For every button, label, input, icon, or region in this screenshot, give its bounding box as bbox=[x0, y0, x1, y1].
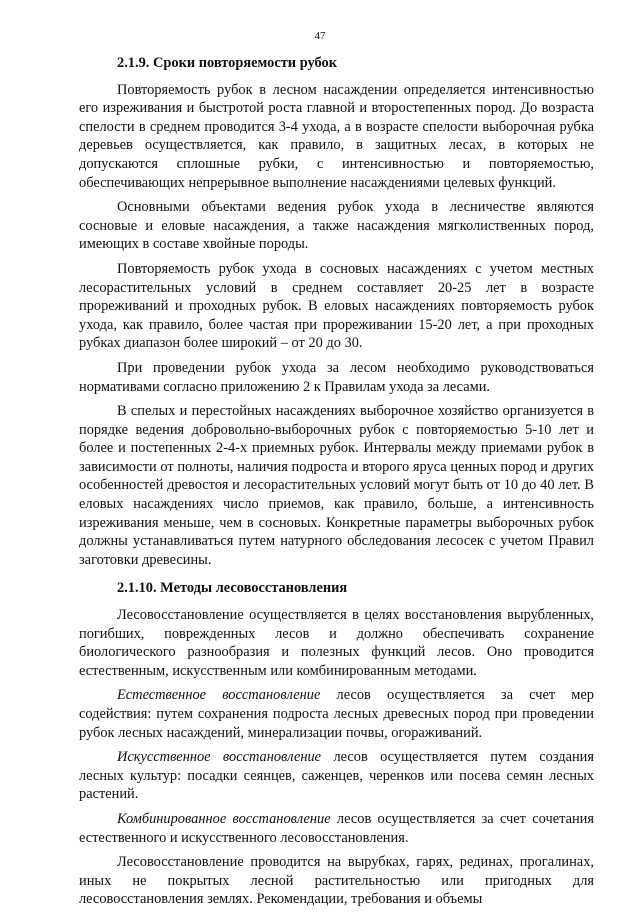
term-natural-restoration: Естественное восстановление bbox=[117, 687, 321, 704]
page-number: 47 bbox=[314, 30, 326, 42]
paragraph-artificial-restoration bbox=[79, 748, 594, 804]
paragraph-text: лесов осуществляется за счет сочетания естественного и искусственного лесовосстановления. bbox=[79, 810, 594, 846]
paragraph-combined-restoration bbox=[79, 810, 594, 847]
document-body bbox=[79, 54, 594, 915]
section-heading-reforestation-methods: 2.1.10. Методы лесовосстановления bbox=[117, 580, 348, 597]
paragraph-natural-restoration bbox=[79, 686, 594, 742]
term-combined-restoration: Комбинированное восстановление bbox=[117, 810, 331, 827]
paragraph: При проведении рубок ухода за лесом необходимо руководствоваться нормативами согласно приложению 2 к Правилам ухода за лесами. bbox=[79, 359, 594, 395]
paragraph: Основными объектами ведения рубок ухода в лесничестве являются сосновые и еловые насаждения, а также насаждения мягколиственных пород, имеющих в составе хвойные породы. bbox=[79, 199, 594, 253]
paragraph: Лесовосстановление осуществляется в целях восстановления вырубленных, погибших, поврежденных лесов и должно обеспечивать сохранение биологического разнообразия и полезных функций лесов. Оно проводится естественным, искусственным или комбинированным методами. bbox=[79, 607, 594, 679]
section-heading-repeatability: 2.1.9. Сроки повторяемости рубок bbox=[117, 55, 338, 71]
paragraph: В спелых и перестойных насаждениях выборочное хозяйство организуется в порядке ведения добровольно-выборочных рубок с повторяемостью 5-10 лет и более и постепенных 2-4-х приемных рубок. Интервалы между приемами рубок в зависимости от полноты, наличия подроста и второго яруса ценных пород и других особенностей древостоя и лесорастительных условий могут быть от 10 до 40 лет. В еловых насаждениях число приемов, как правило, больше, а интенсивность изреживания меньше, чем в сосновых. Конкретные параметры выборочных рубок должны устанавливаться путем натурного обследования лесосек с учетом Правил заготовки древесины. bbox=[79, 403, 594, 568]
paragraph-text: лесов осуществляется за счет мер содействия: путем сохранения подроста лесных древесных пород при проведении рубок лесных насаждений, минерализации почвы, огораживаний. bbox=[79, 687, 595, 741]
paragraph: Лесовосстановление проводится на вырубках, гарях, рединах, прогалинах, иных не покрытых лесной растительностью или пригодных для лесовосстановления землях. Рекомендации, требования и объемы bbox=[79, 854, 594, 908]
paragraph-text: лесов осуществляется путем создания лесных культур: посадки сеянцев, саженцев, черенков или посева семян лесных растений. bbox=[79, 749, 595, 803]
term-artificial-restoration: Искусственное восстановление bbox=[117, 749, 322, 766]
paragraph: Повторяемость рубок в лесном насаждении определяется интенсивностью его изреживания и быстротой роста главной и второстепенных пород. До возраста спелости в среднем проводится 3-4 ухода, а в возрасте спелости выборочная рубка деревьев осуществляется, как правило, в защитных лесах, в которых не допускаются сплошные рубки, с интенсивностью и повторяемостью, обеспечивающих непрерывное выполнение насаждениями целевых функций. bbox=[79, 81, 594, 191]
paragraph: Повторяемость рубок ухода в сосновых насаждениях с учетом местных лесорастительных условий в среднем составляет 20-25 лет в возрасте прореживаний и проходных рубок. В еловых насаждениях повторяемость рубок ухода, как правило, более частая при прореживании 15-20 лет, а при проходных рубках диапазон более широкий – от 20 до 30. bbox=[79, 260, 594, 352]
